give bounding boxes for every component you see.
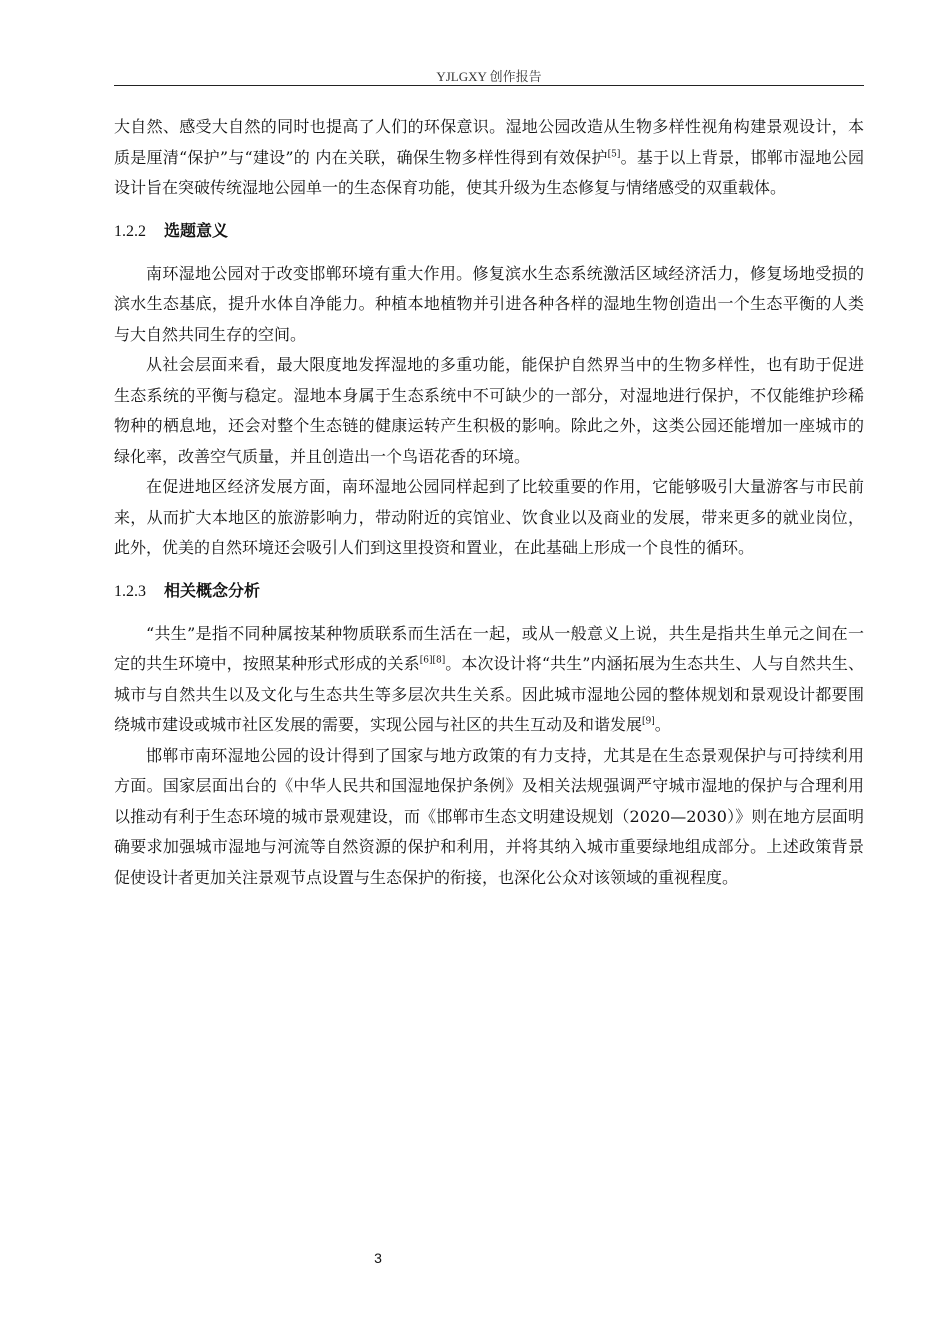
section-title: 选题意义 bbox=[164, 220, 229, 240]
paragraph-text: 。 bbox=[654, 715, 671, 734]
paragraph bbox=[114, 619, 864, 741]
paragraph-continuation bbox=[114, 112, 864, 204]
paragraph-text: 。基于以上背景，邯郸市湿地公园设计旨在突破传统湿地公园单一的生态保育功能，使其升级为生态修复与情绪感受的双重载体。 bbox=[114, 147, 864, 197]
section-number: 1.2.3 bbox=[114, 582, 146, 600]
paragraph-text: 大自然、感受大自然的同时也提高了人们的环保意识。湿地公园改造从生物多样性视角构建景观设计，本质是厘清“保护”与“建设”的 内在关联，确保生物多样性得到有效保护 bbox=[114, 117, 864, 167]
section-heading-1-2-2 bbox=[114, 216, 864, 247]
citation-ref: [6][8] bbox=[419, 655, 446, 666]
paragraph: 从社会层面来看，最大限度地发挥湿地的多重功能，能保护自然界当中的生物多样性，也有助于促进生态系统的平衡与稳定。湿地本身属于生态系统中不可缺少的一部分，对湿地进行保护，不仅能维护珍稀物种的栖息地，还会对整个生态链的健康运转产生积极的影响。除此之外，这类公园还能增加一座城市的绿化率，改善空气质量，并且创造出一个鸟语花香的环境。 bbox=[114, 355, 864, 466]
citation-ref: [9] bbox=[642, 716, 655, 727]
page-number: 3 bbox=[374, 1250, 382, 1266]
paragraph-text: 。本次设计将“共生”内涵拓展为生态共生、人与自然共生、城市与自然共生以及文化与生态共生等多层次共生关系。因此城市湿地公园的整体规划和景观设计都要围绕城市建设或城市社区发展的需要，实现公园与社区的共生互动及和谐发展 bbox=[114, 654, 864, 734]
section-heading-1-2-3 bbox=[114, 576, 864, 607]
paragraph-text: “共生”是指不同种属按某种物质联系而生活在一起，或从一般意义上说，共生是指共生单元之间在一定的共生环境中，按照某种形式形成的关系 bbox=[114, 623, 864, 673]
header-rule bbox=[114, 85, 864, 86]
citation-ref: [5] bbox=[607, 149, 621, 160]
section-title: 相关概念分析 bbox=[164, 580, 261, 600]
section-number: 1.2.2 bbox=[114, 222, 146, 240]
page-header: YJLGXY 创作报告 bbox=[436, 69, 542, 84]
paragraph: 邯郸市南环湿地公园的设计得到了国家与地方政策的有力支持，尤其是在生态景观保护与可持续利用方面。国家层面出台的《中华人民共和国湿地保护条例》及相关法规强调严守城市湿地的保护与合理利用以推动有利于生态环境的城市景观建设，而《邯郸市生态文明建设规划（2020—2030）》则在地方层面明确要求加强城市湿地与河流等自然资源的保护和利用，并将其纳入城市重要绿地组成部分。上述政策背景促使设计者更加关注景观节点设置与生态保护的衔接，也深化公众对该领域的重视程度。 bbox=[114, 745, 864, 887]
paragraph: 在促进地区经济发展方面，南环湿地公园同样起到了比较重要的作用，它能够吸引大量游客与市民前来，从而扩大本地区的旅游影响力，带动附近的宾馆业、饮食业以及商业的发展，带来更多的就业岗位，此外，优美的自然环境还会吸引人们到这里投资和置业，在此基础上形成一个良性的循环。 bbox=[114, 477, 864, 557]
document-body bbox=[114, 112, 864, 893]
paragraph: 南环湿地公园对于改变邯郸环境有重大作用。修复滨水生态系统激活区域经济活力，修复场地受损的滨水生态基底，提升水体自净能力。种植本地植物并引进各种各样的湿地生物创造出一个生态平衡的人类与大自然共同生存的空间。 bbox=[114, 263, 864, 344]
